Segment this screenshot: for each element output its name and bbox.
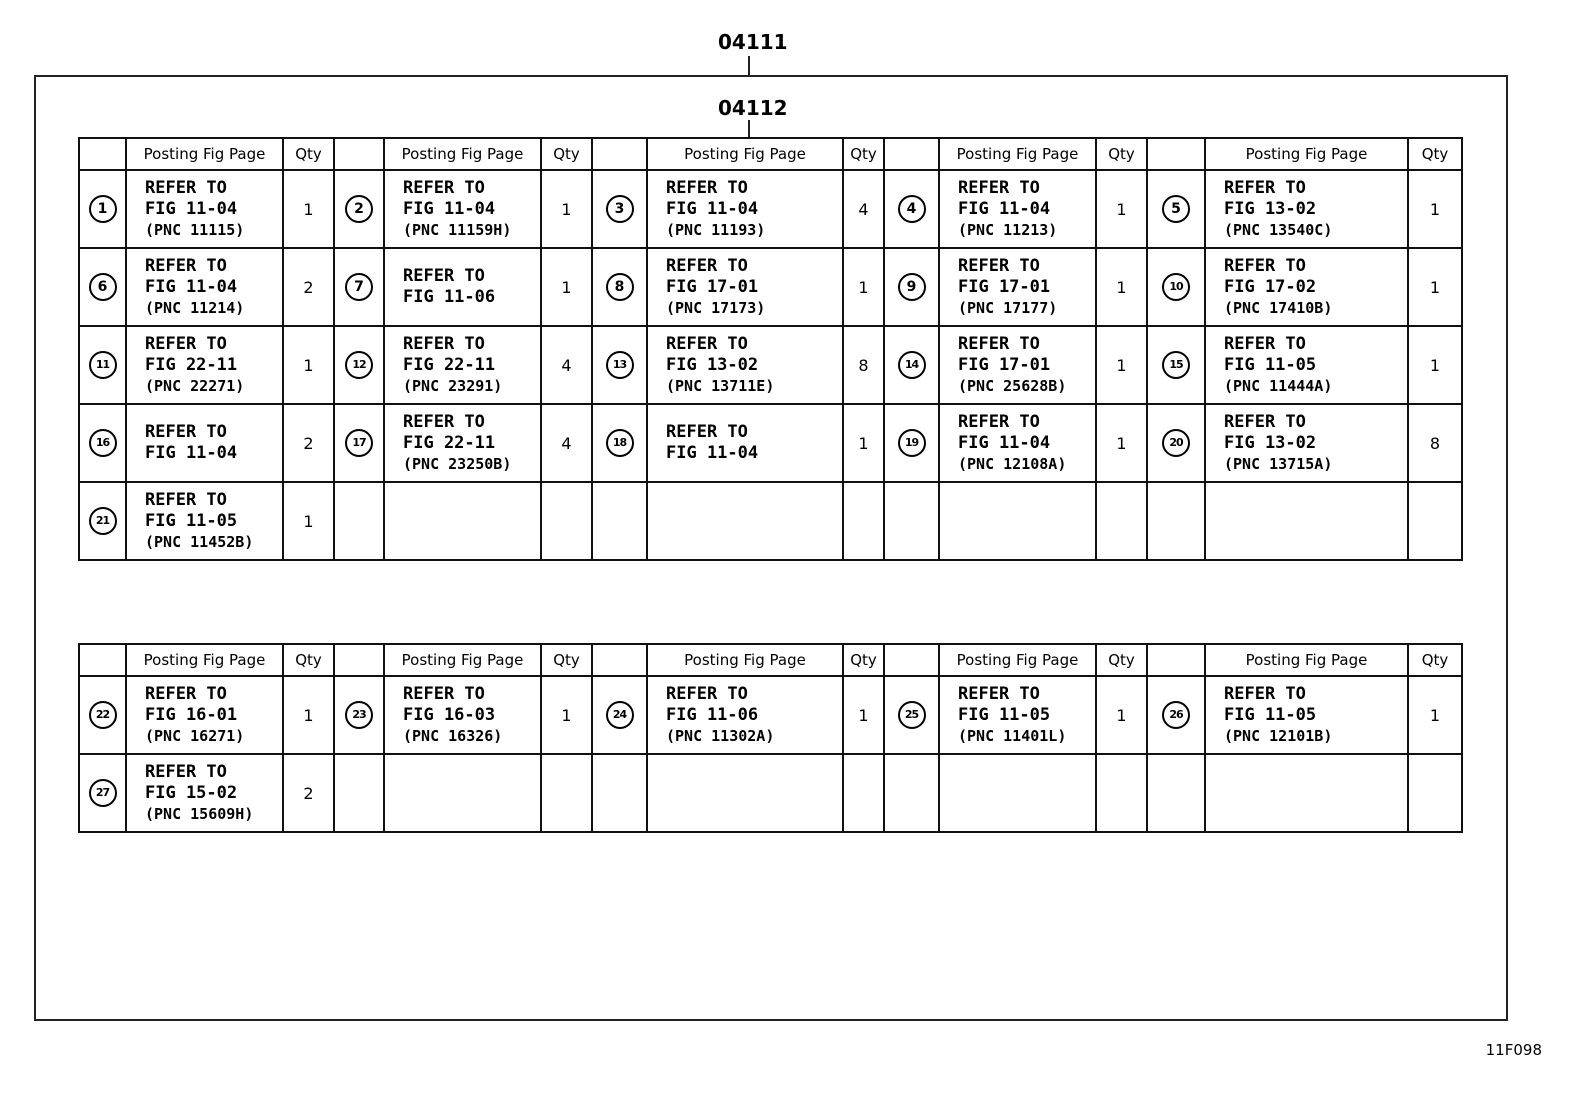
ref-pnc: (PNC 17177) <box>958 298 1058 317</box>
table-row <box>79 676 1462 754</box>
ref-fig: FIG 11-04 <box>145 276 238 297</box>
ref-prefix: REFER TO <box>145 489 227 510</box>
ref-fig: FIG 17-01 <box>666 276 759 297</box>
qty-cell <box>1408 170 1462 248</box>
ref-fig: FIG 13-02 <box>666 354 759 375</box>
ref-cell <box>384 326 541 404</box>
ref-number-badge: 15 <box>1162 351 1190 379</box>
qty-cell <box>843 248 884 326</box>
header-num <box>884 644 939 676</box>
ref-number-cell <box>1147 676 1205 754</box>
ref-number-cell <box>592 326 647 404</box>
table-row <box>79 754 1462 832</box>
header-row <box>79 644 1462 676</box>
qty-cell <box>843 754 884 832</box>
ref-number-badge: 24 <box>606 701 634 729</box>
ref-number-badge: 3 <box>606 195 634 223</box>
header-qty: Qty <box>1096 138 1147 170</box>
ref-pnc: (PNC 16271) <box>145 726 245 745</box>
ref-number-badge: 18 <box>606 429 634 457</box>
ref-number-badge: 23 <box>345 701 373 729</box>
ref-prefix: REFER TO <box>145 333 227 354</box>
ref-number-cell <box>79 482 126 560</box>
qty-cell <box>1408 482 1462 560</box>
ref-cell <box>939 676 1096 754</box>
qty-value: 1 <box>858 277 869 297</box>
ref-fig: FIG 13-02 <box>1224 432 1317 453</box>
ref-pnc: (PNC 11213) <box>958 220 1058 239</box>
ref-number-cell <box>592 482 647 560</box>
ref-prefix: REFER TO <box>958 177 1040 198</box>
subassembly-label: 04112 <box>718 96 788 120</box>
ref-fig: FIG 17-01 <box>958 276 1051 297</box>
ref-pnc: (PNC 17410B) <box>1224 298 1333 317</box>
qty-cell <box>1408 326 1462 404</box>
ref-prefix: REFER TO <box>958 255 1040 276</box>
qty-value: 1 <box>1429 277 1441 297</box>
header-num <box>884 138 939 170</box>
parts-table-2 <box>78 643 1463 833</box>
ref-cell <box>1205 754 1408 832</box>
qty-cell <box>283 326 334 404</box>
ref-cell <box>647 170 843 248</box>
ref-number-badge: 2 <box>345 195 373 223</box>
ref-prefix: REFER TO <box>666 255 748 276</box>
ref-cell <box>126 248 283 326</box>
qty-value: 2 <box>303 433 314 453</box>
ref-number-badge: 21 <box>89 507 117 535</box>
qty-value: 1 <box>1116 277 1127 297</box>
ref-number-badge: 14 <box>898 351 926 379</box>
qty-cell <box>1408 676 1462 754</box>
qty-cell <box>1408 404 1462 482</box>
ref-prefix: REFER TO <box>145 761 227 782</box>
ref-number-badge: 4 <box>898 195 926 223</box>
header-row <box>79 138 1462 170</box>
table-row <box>79 404 1462 482</box>
ref-number-badge: 11 <box>89 351 117 379</box>
ref-fig: FIG 11-05 <box>145 510 238 531</box>
ref-number-cell <box>592 248 647 326</box>
qty-cell <box>283 676 334 754</box>
ref-number-badge: 16 <box>89 429 117 457</box>
qty-value: 1 <box>1429 199 1441 219</box>
qty-cell <box>1096 482 1147 560</box>
ref-prefix: REFER TO <box>145 177 227 198</box>
header-posting: Posting Fig Page <box>384 138 541 170</box>
ref-cell <box>939 404 1096 482</box>
ref-cell <box>1205 676 1408 754</box>
ref-cell <box>126 404 283 482</box>
ref-pnc: (PNC 25628B) <box>958 376 1067 395</box>
ref-number-cell <box>79 754 126 832</box>
qty-cell <box>843 326 884 404</box>
ref-cell <box>1205 482 1408 560</box>
ref-prefix: REFER TO <box>1224 333 1306 354</box>
ref-number-cell <box>884 676 939 754</box>
qty-cell <box>283 404 334 482</box>
ref-number-badge: 20 <box>1162 429 1190 457</box>
header-num <box>334 138 384 170</box>
qty-cell <box>541 248 592 326</box>
ref-cell <box>647 676 843 754</box>
ref-number-cell <box>79 248 126 326</box>
ref-number-cell <box>334 676 384 754</box>
ref-cell <box>384 482 541 560</box>
ref-pnc: (PNC 11115) <box>145 220 245 239</box>
ref-cell <box>647 404 843 482</box>
header-num <box>1147 644 1205 676</box>
ref-pnc: (PNC 11452B) <box>145 532 254 551</box>
ref-prefix: REFER TO <box>145 422 227 442</box>
ref-cell <box>939 326 1096 404</box>
ref-cell <box>126 170 283 248</box>
ref-cell <box>1205 404 1408 482</box>
qty-cell <box>541 170 592 248</box>
ref-cell <box>647 482 843 560</box>
ref-number-cell <box>334 404 384 482</box>
header-posting: Posting Fig Page <box>647 138 843 170</box>
subassembly-leader <box>748 120 750 138</box>
qty-cell <box>283 170 334 248</box>
table-row <box>79 326 1462 404</box>
ref-cell <box>1205 248 1408 326</box>
ref-prefix: REFER TO <box>666 333 748 354</box>
ref-number-cell <box>1147 482 1205 560</box>
ref-number-badge: 9 <box>898 273 926 301</box>
header-num <box>334 644 384 676</box>
table-row <box>79 248 1462 326</box>
ref-prefix: REFER TO <box>403 411 485 432</box>
qty-value: 2 <box>303 277 314 297</box>
ref-number-badge: 25 <box>898 701 926 729</box>
header-num <box>592 138 647 170</box>
ref-number-cell <box>592 754 647 832</box>
ref-number-badge: 6 <box>89 273 117 301</box>
ref-pnc: (PNC 17173) <box>666 298 766 317</box>
qty-value: 8 <box>1429 433 1441 453</box>
ref-pnc: (PNC 11401L) <box>958 726 1067 745</box>
qty-cell <box>1408 248 1462 326</box>
qty-value: 8 <box>858 355 869 375</box>
qty-value: 1 <box>1116 355 1127 375</box>
ref-fig: FIG 17-01 <box>958 354 1051 375</box>
ref-number-cell <box>79 404 126 482</box>
ref-cell <box>939 754 1096 832</box>
ref-fig: FIG 11-04 <box>403 198 496 219</box>
qty-cell <box>1096 676 1147 754</box>
qty-cell <box>283 248 334 326</box>
table-row <box>79 170 1462 248</box>
ref-prefix: REFER TO <box>1224 411 1306 432</box>
ref-pnc: (PNC 16326) <box>403 726 503 745</box>
ref-pnc: (PNC 11159H) <box>403 220 512 239</box>
ref-fig: FIG 11-06 <box>403 287 496 307</box>
ref-fig: FIG 15-02 <box>145 782 238 803</box>
ref-number-badge: 19 <box>898 429 926 457</box>
qty-cell <box>541 404 592 482</box>
qty-value: 1 <box>1116 433 1127 453</box>
header-posting: Posting Fig Page <box>1205 138 1408 170</box>
ref-fig: FIG 11-04 <box>145 198 238 219</box>
ref-number-cell <box>334 170 384 248</box>
ref-number-cell <box>334 326 384 404</box>
header-num <box>79 138 126 170</box>
ref-pnc: (PNC 15609H) <box>145 804 254 823</box>
ref-prefix: REFER TO <box>958 411 1040 432</box>
ref-number-badge: 1 <box>89 195 117 223</box>
ref-number-badge: 5 <box>1162 195 1190 223</box>
ref-cell <box>1205 170 1408 248</box>
parts-table-1 <box>78 137 1463 561</box>
qty-cell <box>1096 326 1147 404</box>
ref-number-cell <box>334 248 384 326</box>
header-num <box>592 644 647 676</box>
ref-pnc: (PNC 22271) <box>145 376 245 395</box>
ref-prefix: REFER TO <box>403 266 485 286</box>
ref-fig: FIG 11-04 <box>666 198 759 219</box>
ref-pnc: (PNC 23291) <box>403 376 503 395</box>
header-posting: Posting Fig Page <box>939 138 1096 170</box>
drawing-code: 11F098 <box>1485 1041 1542 1059</box>
qty-cell <box>1408 754 1462 832</box>
ref-number-cell <box>884 326 939 404</box>
ref-prefix: REFER TO <box>403 177 485 198</box>
ref-number-cell <box>884 754 939 832</box>
ref-prefix: REFER TO <box>145 255 227 276</box>
ref-prefix: REFER TO <box>666 683 748 704</box>
ref-pnc: (PNC 13540C) <box>1224 220 1333 239</box>
ref-prefix: REFER TO <box>1224 255 1306 276</box>
qty-value: 1 <box>1429 705 1441 725</box>
ref-fig: FIG 16-03 <box>403 704 496 725</box>
qty-cell <box>283 754 334 832</box>
qty-cell <box>541 326 592 404</box>
ref-cell <box>126 754 283 832</box>
qty-cell <box>541 754 592 832</box>
header-posting: Posting Fig Page <box>126 644 283 676</box>
header-qty: Qty <box>541 138 592 170</box>
header-qty: Qty <box>1096 644 1147 676</box>
ref-number-cell <box>1147 404 1205 482</box>
ref-prefix: REFER TO <box>403 683 485 704</box>
ref-cell <box>384 754 541 832</box>
ref-fig: FIG 11-05 <box>1224 354 1317 375</box>
qty-cell <box>843 482 884 560</box>
qty-value: 2 <box>303 783 314 803</box>
ref-pnc: (PNC 13715A) <box>1224 454 1333 473</box>
ref-pnc: (PNC 23250B) <box>403 454 512 473</box>
ref-fig: FIG 11-04 <box>958 198 1051 219</box>
ref-pnc: (PNC 11302A) <box>666 726 775 745</box>
ref-prefix: REFER TO <box>145 683 227 704</box>
ref-fig: FIG 11-04 <box>145 443 238 463</box>
ref-cell <box>126 676 283 754</box>
ref-number-badge: 17 <box>345 429 373 457</box>
ref-prefix: REFER TO <box>666 422 748 442</box>
header-qty: Qty <box>843 138 884 170</box>
ref-cell <box>384 170 541 248</box>
ref-prefix: REFER TO <box>1224 177 1306 198</box>
header-posting: Posting Fig Page <box>126 138 283 170</box>
qty-cell <box>843 170 884 248</box>
qty-cell <box>843 676 884 754</box>
qty-cell <box>283 482 334 560</box>
header-num <box>1147 138 1205 170</box>
ref-cell <box>384 248 541 326</box>
ref-cell <box>126 482 283 560</box>
ref-prefix: REFER TO <box>958 333 1040 354</box>
ref-number-cell <box>1147 248 1205 326</box>
ref-cell <box>384 404 541 482</box>
ref-number-cell <box>592 404 647 482</box>
header-qty: Qty <box>283 644 334 676</box>
ref-prefix: REFER TO <box>1224 683 1306 704</box>
qty-cell <box>541 482 592 560</box>
ref-number-badge: 12 <box>345 351 373 379</box>
qty-value: 1 <box>1116 705 1127 725</box>
ref-fig: FIG 22-11 <box>403 354 496 375</box>
ref-fig: FIG 22-11 <box>403 432 496 453</box>
ref-number-cell <box>884 170 939 248</box>
ref-number-cell <box>334 754 384 832</box>
qty-value: 4 <box>858 199 869 219</box>
assembly-label: 04111 <box>718 30 788 54</box>
qty-cell <box>1096 754 1147 832</box>
ref-cell <box>647 754 843 832</box>
ref-number-cell <box>884 248 939 326</box>
header-posting: Posting Fig Page <box>1205 644 1408 676</box>
ref-number-badge: 27 <box>89 779 117 807</box>
ref-prefix: REFER TO <box>666 177 748 198</box>
ref-number-cell <box>884 482 939 560</box>
ref-pnc: (PNC 13711E) <box>666 376 775 395</box>
ref-pnc: (PNC 11193) <box>666 220 766 239</box>
header-posting: Posting Fig Page <box>939 644 1096 676</box>
qty-value: 1 <box>1429 355 1441 375</box>
qty-cell <box>1096 248 1147 326</box>
ref-number-badge: 26 <box>1162 701 1190 729</box>
ref-cell <box>647 248 843 326</box>
header-qty: Qty <box>1408 138 1462 170</box>
qty-value: 1 <box>858 433 869 453</box>
ref-number-cell <box>1147 754 1205 832</box>
ref-fig: FIG 11-04 <box>958 432 1051 453</box>
qty-cell <box>1096 404 1147 482</box>
qty-value: 1 <box>303 705 314 725</box>
ref-fig: FIG 17-02 <box>1224 276 1317 297</box>
qty-value: 4 <box>561 433 572 453</box>
qty-value: 1 <box>561 199 572 219</box>
qty-value: 1 <box>561 705 572 725</box>
ref-cell <box>1205 326 1408 404</box>
ref-number-cell <box>1147 170 1205 248</box>
ref-fig: FIG 11-05 <box>1224 704 1317 725</box>
ref-number-badge: 8 <box>606 273 634 301</box>
header-posting: Posting Fig Page <box>384 644 541 676</box>
qty-value: 1 <box>303 199 314 219</box>
ref-fig: FIG 16-01 <box>145 704 238 725</box>
ref-fig: FIG 22-11 <box>145 354 238 375</box>
ref-prefix: REFER TO <box>958 683 1040 704</box>
ref-fig: FIG 11-04 <box>666 443 759 463</box>
qty-cell <box>541 676 592 754</box>
ref-cell <box>939 482 1096 560</box>
ref-number-badge: 10 <box>1162 273 1190 301</box>
qty-value: 1 <box>303 511 314 531</box>
ref-number-cell <box>79 326 126 404</box>
ref-number-cell <box>592 170 647 248</box>
qty-value: 1 <box>561 277 572 297</box>
ref-fig: FIG 13-02 <box>1224 198 1317 219</box>
ref-number-badge: 13 <box>606 351 634 379</box>
assembly-leader <box>748 56 750 76</box>
ref-pnc: (PNC 12101B) <box>1224 726 1333 745</box>
ref-fig: FIG 11-05 <box>958 704 1051 725</box>
ref-prefix: REFER TO <box>403 333 485 354</box>
ref-pnc: (PNC 11444A) <box>1224 376 1333 395</box>
ref-number-cell <box>79 170 126 248</box>
qty-cell <box>1096 170 1147 248</box>
header-qty: Qty <box>1408 644 1462 676</box>
ref-cell <box>647 326 843 404</box>
table-row <box>79 482 1462 560</box>
ref-pnc: (PNC 11214) <box>145 298 245 317</box>
ref-pnc: (PNC 12108A) <box>958 454 1067 473</box>
ref-number-badge: 7 <box>345 273 373 301</box>
qty-value: 1 <box>858 705 869 725</box>
qty-value: 4 <box>561 355 572 375</box>
ref-fig: FIG 11-06 <box>666 704 759 725</box>
ref-number-cell <box>592 676 647 754</box>
header-posting: Posting Fig Page <box>647 644 843 676</box>
header-qty: Qty <box>843 644 884 676</box>
ref-cell <box>384 676 541 754</box>
ref-cell <box>939 248 1096 326</box>
ref-number-cell <box>884 404 939 482</box>
ref-number-badge: 22 <box>89 701 117 729</box>
header-qty: Qty <box>283 138 334 170</box>
ref-number-cell <box>1147 326 1205 404</box>
qty-value: 1 <box>303 355 314 375</box>
ref-number-cell <box>79 676 126 754</box>
ref-number-cell <box>334 482 384 560</box>
qty-cell <box>843 404 884 482</box>
qty-value: 1 <box>1116 199 1127 219</box>
ref-cell <box>126 326 283 404</box>
ref-cell <box>939 170 1096 248</box>
header-qty: Qty <box>541 644 592 676</box>
header-num <box>79 644 126 676</box>
